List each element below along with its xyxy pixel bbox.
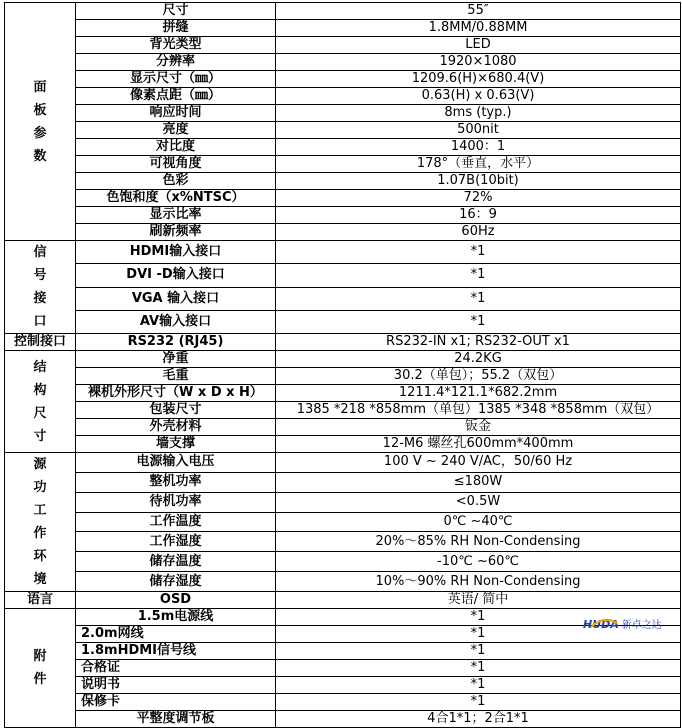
spec-value: 1400：1 [276,139,681,156]
section-language: 语言 [5,592,76,609]
spec-row [5,552,681,572]
spec-label: 可视角度 [76,156,276,173]
spec-label: 1.8mHDMI信号线 [76,643,276,660]
spec-label: 净重 [76,351,276,368]
spec-value: 1920×1080 [276,54,681,71]
spec-row [5,436,681,453]
spec-label: HDMI输入接口 [76,241,276,264]
spec-row [5,241,681,264]
spec-row [5,402,681,419]
spec-row [5,37,681,54]
spec-row [5,592,681,609]
spec-row [5,3,681,20]
spec-value: 4合1*1；2合1*1 [276,711,681,728]
spec-value: LED [276,37,681,54]
spec-label: AV输入接口 [76,310,276,333]
spec-label: 拼缝 [76,20,276,37]
spec-row [5,532,681,552]
spec-value: *1 [276,310,681,333]
section-panel: 面板参数 [5,3,76,241]
spec-value: *1 [276,264,681,287]
spec-row [5,156,681,173]
spec-row [5,71,681,88]
spec-row [5,626,681,643]
spec-value: 1385 *218 *858mm（单包）1385 *348 *858mm（双包） [276,402,681,419]
spec-row [5,609,681,626]
spec-row [5,139,681,156]
spec-label: 2.0m网线 [76,626,276,643]
spec-value: 1.07B(10bit) [276,173,681,190]
section-structure: 结构尺寸 [5,351,76,453]
spec-row [5,643,681,660]
spec-label: 刷新频率 [76,224,276,241]
spec-label: 像素点距（㎜） [76,88,276,105]
spec-label: 外壳材料 [76,419,276,436]
logo-mark-left: HU [583,618,602,631]
spec-row [5,190,681,207]
spec-label: 背光类型 [76,37,276,54]
spec-label: 显示比率 [76,207,276,224]
spec-value: 500nit [276,122,681,139]
logo-mark-right: DA [601,618,619,631]
spec-label: VGA 输入接口 [76,287,276,310]
spec-row [5,20,681,37]
spec-row [5,472,681,492]
company-logo [583,615,681,635]
spec-label: 待机功率 [76,492,276,512]
spec-label: 亮度 [76,122,276,139]
spec-value: *1 [276,241,681,264]
spec-value: 30.2（单包）；55.2（双包） [276,368,681,385]
spec-label: 对比度 [76,139,276,156]
spec-value: 1211.4*121.1*682.2mm [276,385,681,402]
spec-value: <0.5W [276,492,681,512]
spec-value: ≤180W [276,472,681,492]
spec-label: 储存温度 [76,552,276,572]
spec-label: 色饱和度（x%NTSC） [76,190,276,207]
spec-value: *1 [276,677,681,694]
spec-label: 工作温度 [76,512,276,532]
spec-row [5,368,681,385]
spec-value: RS232-IN x1; RS232-OUT x1 [276,334,681,351]
spec-row [5,207,681,224]
spec-value: 英语/ 简中 [276,592,681,609]
spec-row [5,264,681,287]
spec-label: 尺寸 [76,3,276,20]
spec-value: -10℃ ~60℃ [276,552,681,572]
section-accessories: 附件 [5,609,76,728]
spec-label: 电源输入电压 [76,453,276,473]
spec-label: 平整度调节板 [76,711,276,728]
spec-value: 100 V ~ 240 V/AC，50/60 Hz [276,453,681,473]
spec-label: 裸机外形尺寸（W x D x H） [76,385,276,402]
spec-row [5,512,681,532]
spec-row [5,677,681,694]
spec-value: 16：9 [276,207,681,224]
spec-value: 1209.6(H)×680.4(V) [276,71,681,88]
spec-label: 整机功率 [76,472,276,492]
spec-label: OSD [76,592,276,609]
spec-row [5,334,681,351]
spec-value: 0℃ ~40℃ [276,512,681,532]
spec-label: 墙支撑 [76,436,276,453]
spec-row [5,453,681,473]
spec-row [5,660,681,677]
section-control: 控制接口 [5,334,76,351]
spec-label: 合格证 [76,660,276,677]
spec-label: RS232 (RJ45) [76,334,276,351]
spec-label: 色彩 [76,173,276,190]
spec-value: *1 [276,609,681,626]
spec-value: *1 [276,660,681,677]
spec-value: 60Hz [276,224,681,241]
spec-value: 178°（垂直，水平） [276,156,681,173]
spec-row [5,492,681,512]
section-signal: 信号接口 [5,241,76,334]
spec-row [5,385,681,402]
spec-label: 分辨率 [76,54,276,71]
spec-row [5,54,681,71]
spec-row [5,711,681,728]
spec-value: 55″ [276,3,681,20]
spec-label: 说明书 [76,677,276,694]
spec-row [5,224,681,241]
spec-row [5,105,681,122]
spec-label: 显示尺寸（㎜） [76,71,276,88]
spec-table-body [5,3,681,728]
spec-row [5,694,681,711]
spec-value: *1 [276,694,681,711]
spec-value: 8ms (typ.) [276,105,681,122]
spec-value: 24.2KG [276,351,681,368]
spec-row [5,351,681,368]
spec-row [5,572,681,592]
spec-value: *1 [276,643,681,660]
spec-row [5,122,681,139]
section-power: 源功工作环境 [5,453,76,592]
spec-value: 12-M6 螺丝孔600mm*400mm [276,436,681,453]
spec-value: 10%～90% RH Non-Condensing [276,572,681,592]
spec-value: 72% [276,190,681,207]
spec-table [4,2,681,728]
logo-company-name: 新卓之达 [621,620,662,631]
spec-value: 0.63(H) x 0.63(V) [276,88,681,105]
spec-label: 响应时间 [76,105,276,122]
spec-value: 20%～85% RH Non-Condensing [276,532,681,552]
spec-row [5,88,681,105]
spec-value: *1 [276,626,681,643]
spec-value: 钣金 [276,419,681,436]
spec-label: 保修卡 [76,694,276,711]
spec-label: 毛重 [76,368,276,385]
spec-row [5,173,681,190]
spec-row [5,419,681,436]
spec-label: 包装尺寸 [76,402,276,419]
spec-value: *1 [276,287,681,310]
spec-row [5,310,681,333]
spec-row [5,287,681,310]
spec-label: 储存湿度 [76,572,276,592]
logo-swoosh-icon [589,617,619,631]
spec-value: 1.8MM/0.88MM [276,20,681,37]
spec-label: 工作湿度 [76,532,276,552]
spec-label: DVI -D输入接口 [76,264,276,287]
spec-label: 1.5m电源线 [76,609,276,626]
